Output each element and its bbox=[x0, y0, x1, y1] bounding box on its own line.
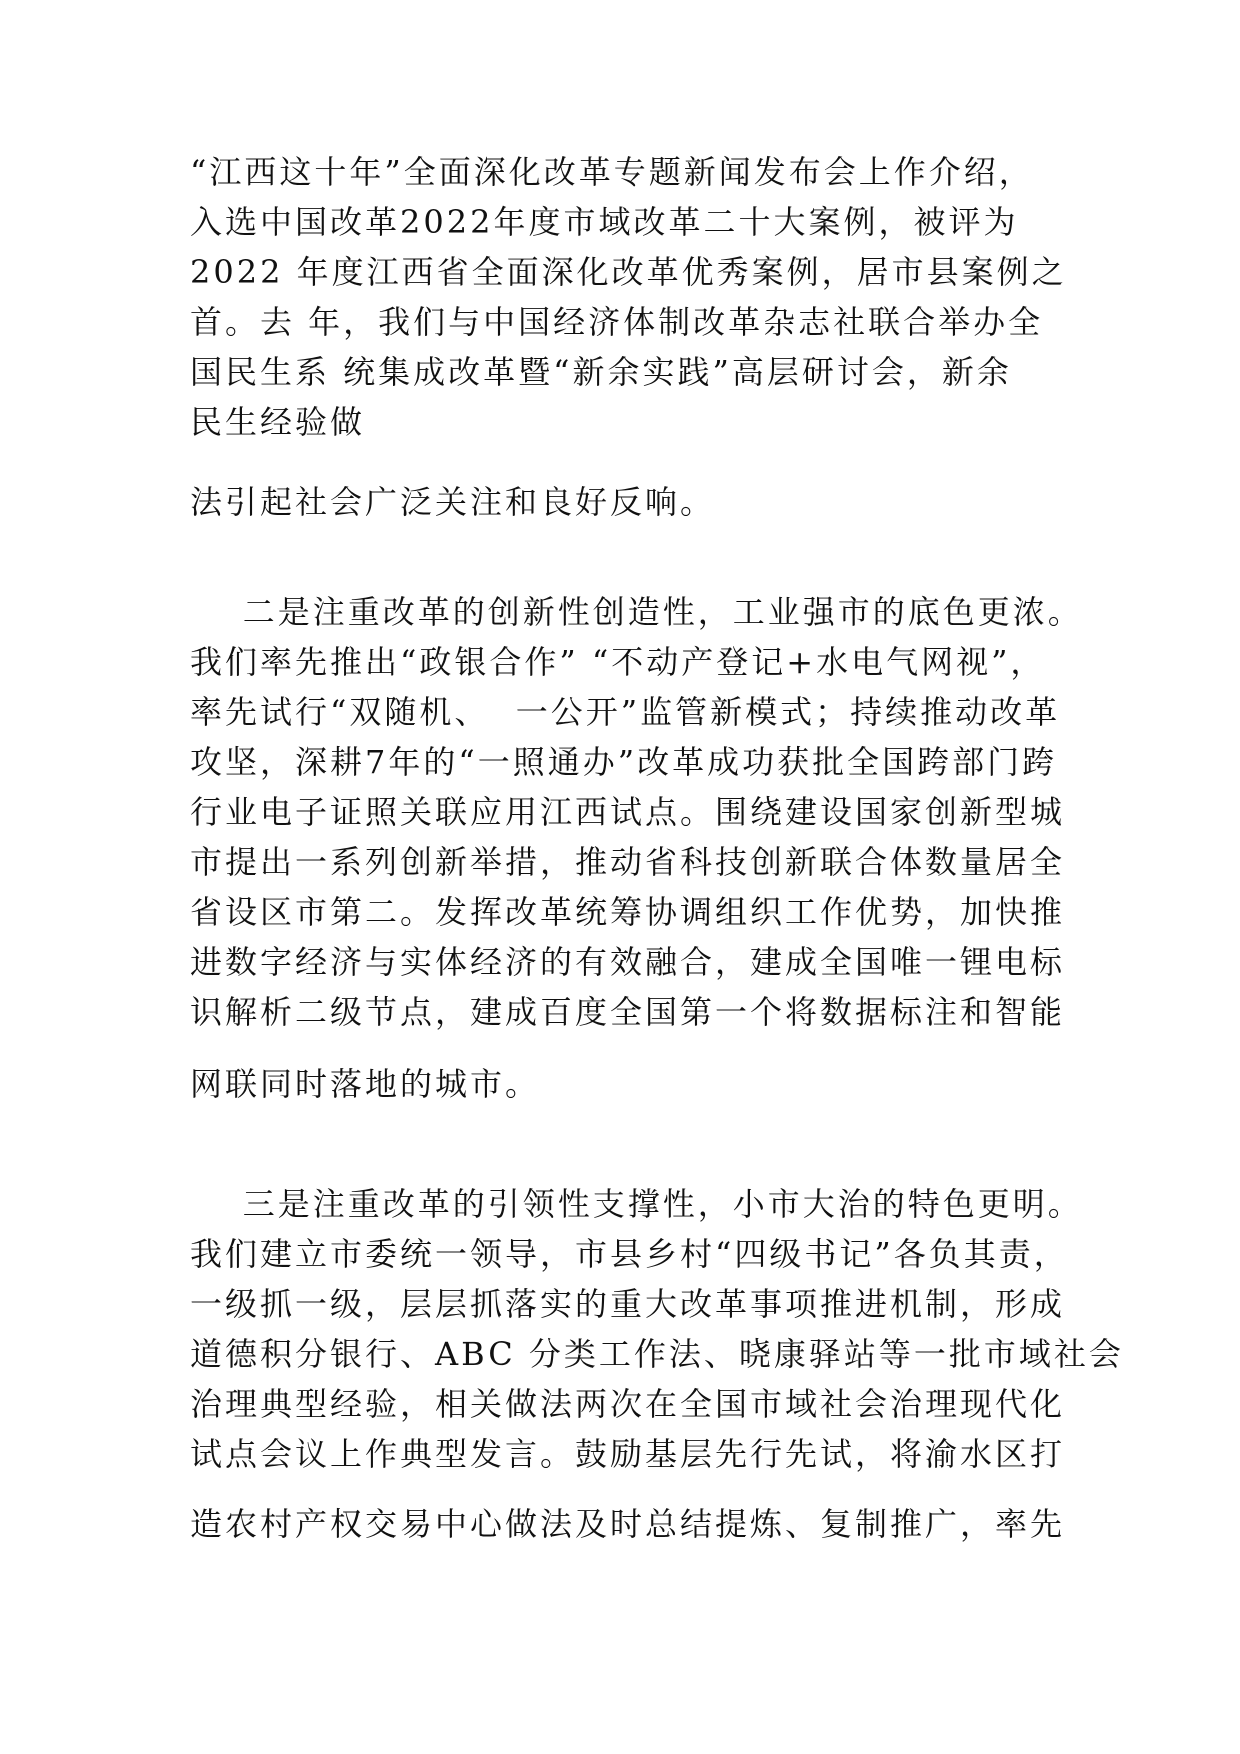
text-line: 识解析二级节点，建成百度全国第一个将数据标注和智能 bbox=[190, 993, 1066, 1031]
text-line: 率先试行“双随机、 一公开”监管新模式；持续推动改革 bbox=[190, 693, 1061, 731]
text-line: 省设区市第二。发挥改革统筹协调组织工作优势，加快推 bbox=[190, 893, 1066, 931]
text-line: 道德积分银行、ABC 分类工作法、晓康驿站等一批市域社会 bbox=[190, 1335, 1124, 1373]
text-line: 试点会议上作典型发言。鼓励基层先行先试，将渝水区打 bbox=[190, 1435, 1066, 1473]
text-line: 治理典型经验，相关做法两次在全国市域社会治理现代化 bbox=[190, 1385, 1066, 1423]
text-line: 法引起社会广泛关注和良好反响。 bbox=[190, 483, 716, 521]
text-line: 一级抓一级，层层抓落实的重大改革事项推进机制，形成 bbox=[190, 1285, 1066, 1323]
text-line: 造农村产权交易中心做法及时总结提炼、复制推广，率先 bbox=[190, 1505, 1066, 1543]
paragraph-first-line: 二是注重改革的创新性创造性，工业强市的底色更浓。 bbox=[190, 593, 1083, 631]
text-line: 行业电子证照关联应用江西试点。围绕建设国家创新型城 bbox=[190, 793, 1066, 831]
text-line: 攻坚，深耕7年的“一照通办”改革成功获批全国跨部门跨 bbox=[190, 743, 1058, 781]
text-line: 网联同时落地的城市。 bbox=[190, 1065, 541, 1103]
text-line: 市提出一系列创新举措，推动省科技创新联合体数量居全 bbox=[190, 843, 1066, 881]
paragraph-first-line: 三是注重改革的引领性支撑性，小市大治的特色更明。 bbox=[190, 1185, 1083, 1223]
text-line: 入选中国改革2022年度市域改革二十大案例，被评为 bbox=[190, 203, 1019, 241]
text-line: 国民生系 统集成改革暨“新余实践”高层研讨会，新余 bbox=[190, 353, 1012, 391]
text-line: 民生经验做 bbox=[190, 403, 366, 441]
text-line: 2022 年度江西省全面深化改革优秀案例，居市县案例之 bbox=[190, 253, 1067, 291]
text-line: 我们建立市委统一领导，市县乡村“四级书记”各负其责， bbox=[190, 1235, 1069, 1273]
text-line: “江西这十年”全面深化改革专题新闻发布会上作介绍， bbox=[190, 153, 1034, 191]
text-line: 进数字经济与实体经济的有效融合，建成全国唯一锂电标 bbox=[190, 943, 1066, 981]
text-line: 我们率先推出“政银合作” “不动产登记+水电气网视”， bbox=[190, 643, 1046, 681]
text-line: 首。去 年，我们与中国经济体制改革杂志社联合举办全 bbox=[190, 303, 1044, 341]
